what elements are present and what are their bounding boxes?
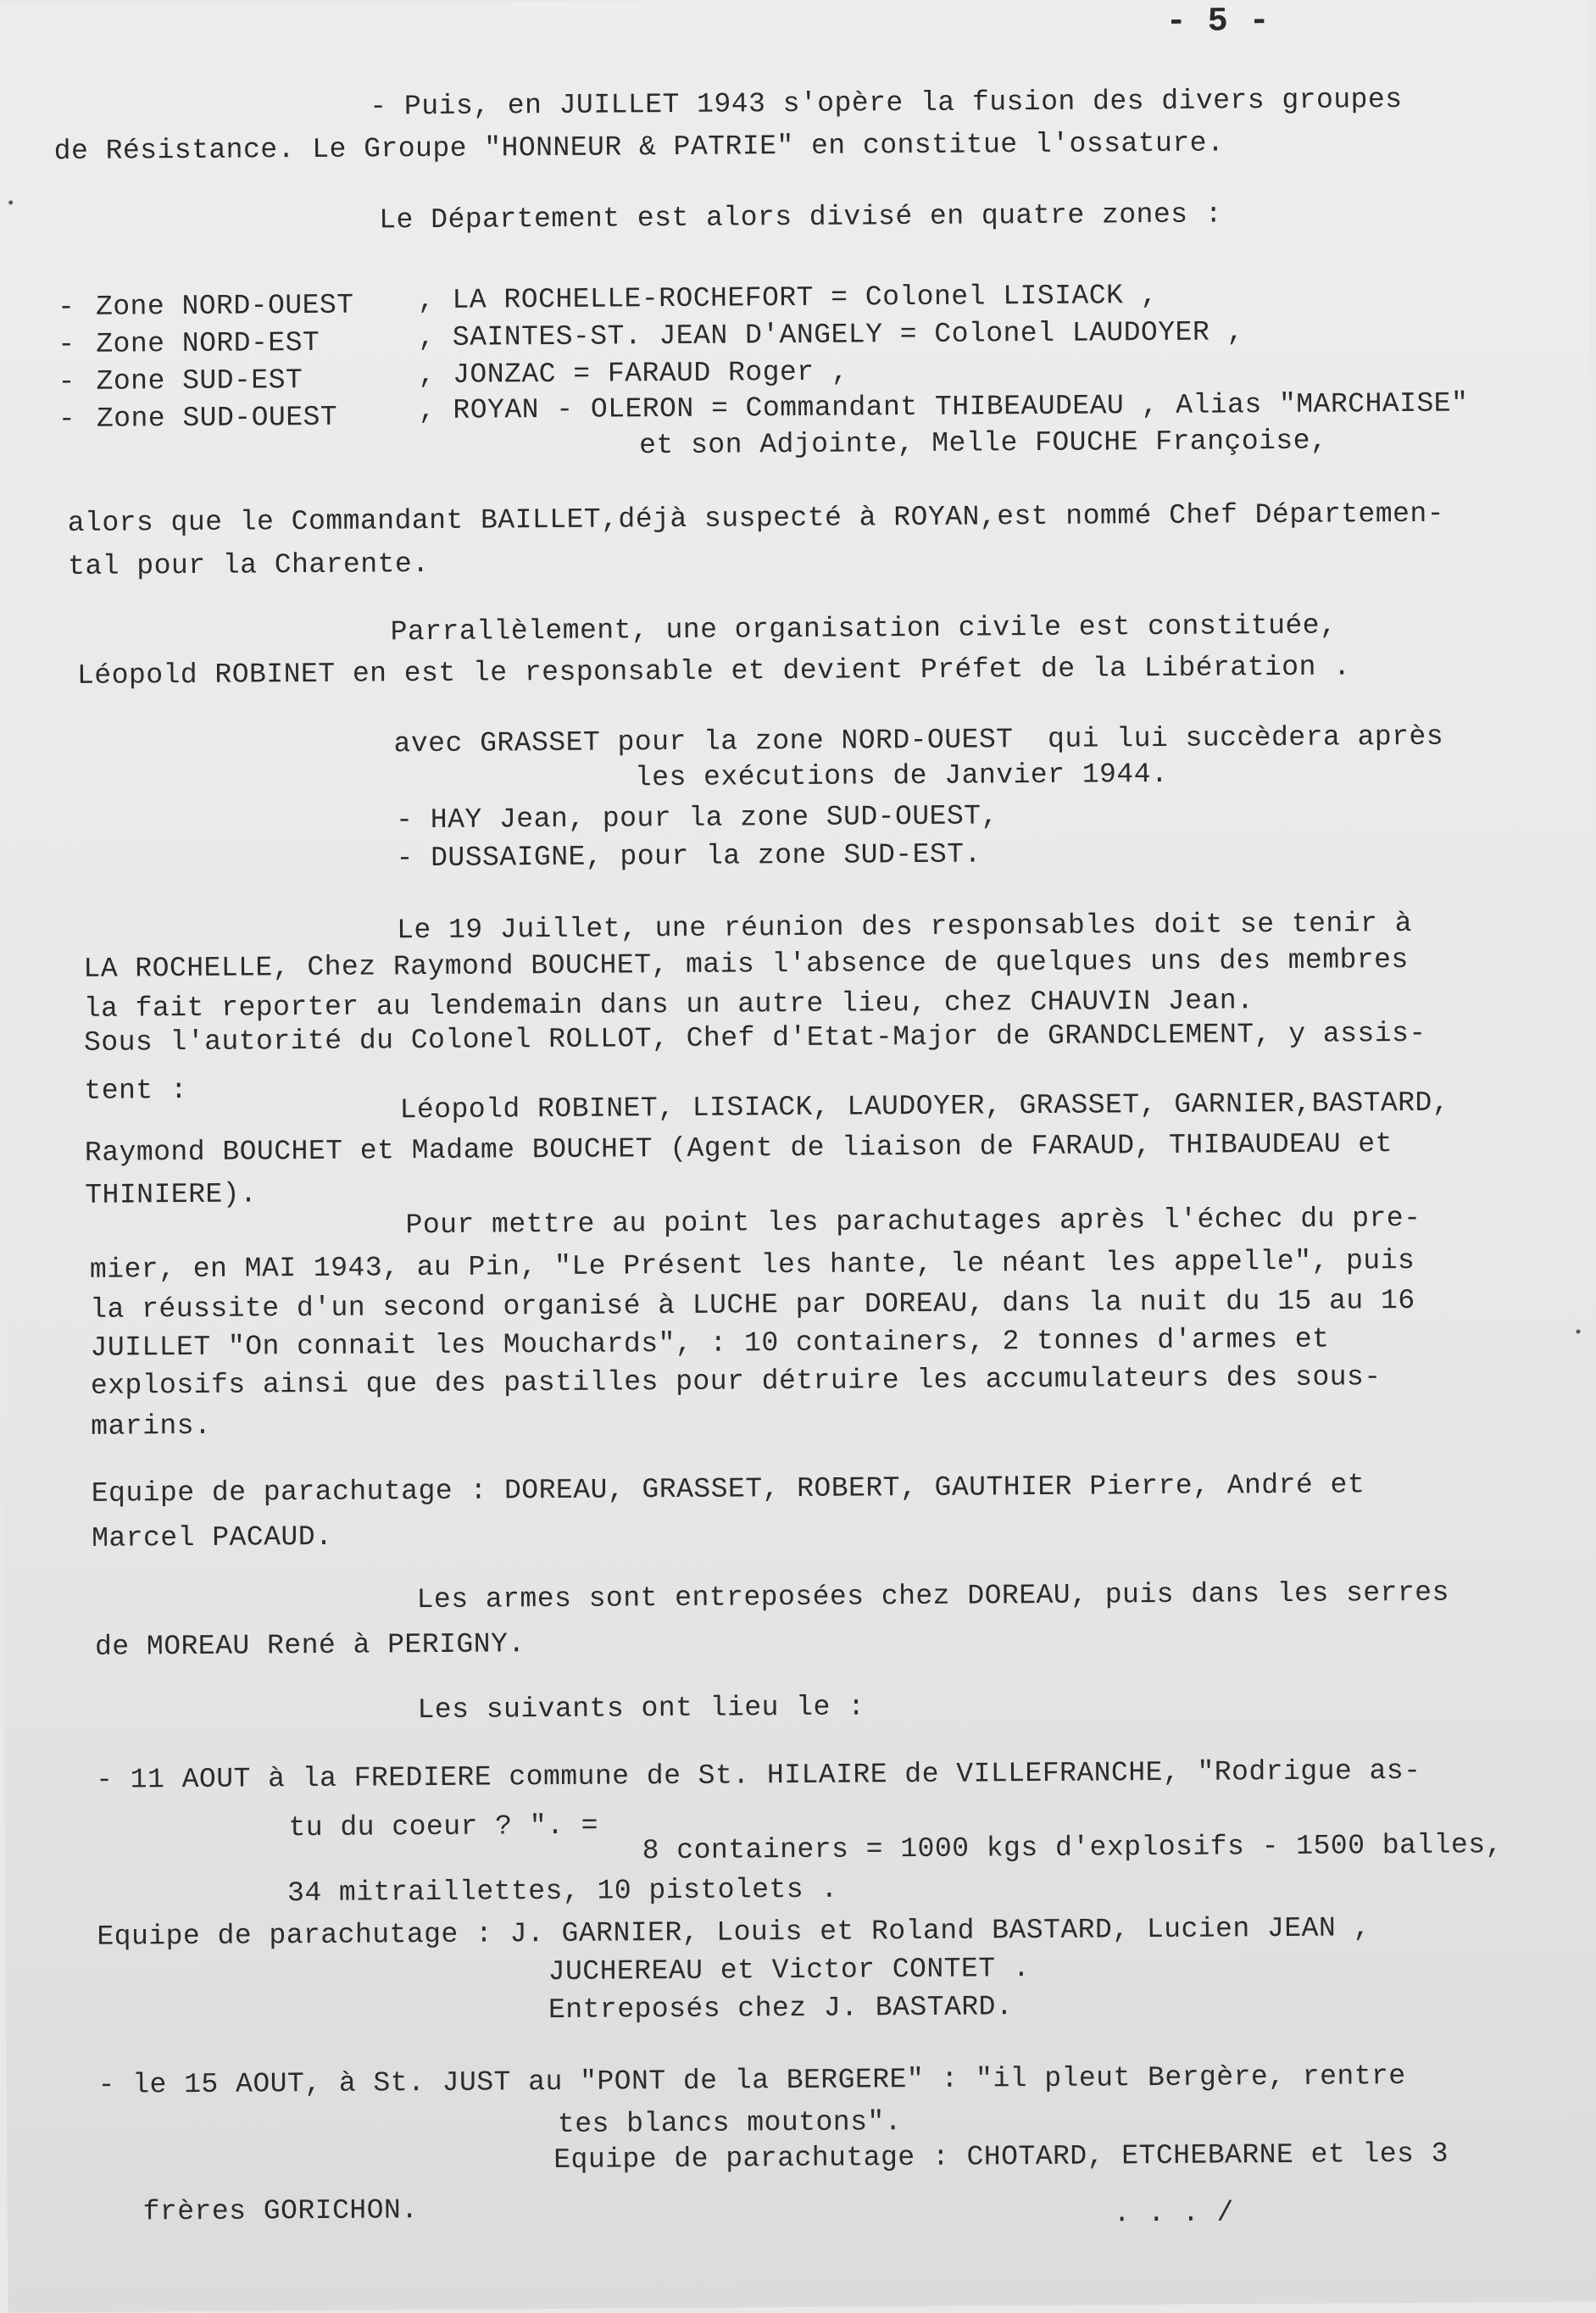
- aout11-line-3: 8 containers = 1000 kgs d'explosifs - 1500 balles,: [642, 1829, 1504, 1867]
- margin-dot: [1576, 1330, 1580, 1334]
- zone-name: Zone SUD-OUEST: [96, 401, 338, 435]
- aout11-line-2: tu du coeur ? ". =: [288, 1810, 599, 1844]
- zone-name: Zone NORD-OUEST: [95, 289, 354, 323]
- reunion-line-5: tent :: [84, 1075, 188, 1107]
- aout15-line-2: tes blancs moutons".: [557, 2106, 903, 2141]
- equipe1-line-1: Equipe de parachutage : DOREAU, GRASSET, ROBERT, GAUTHIER Pierre, André et: [91, 1469, 1365, 1510]
- parachutages-line-3: la réussite d'un second organisé à LUCHE par DOREAU, dans la nuit du 15 au 16: [90, 1284, 1415, 1326]
- grasset-line-3: - HAY Jean, pour la zone SUD-OUEST,: [396, 800, 998, 837]
- reunion-line-2: LA ROCHELLE, Chez Raymond BOUCHET, mais l'absence de quelques uns des membres: [83, 943, 1409, 985]
- reunion-line-4: Sous l'autorité du Colonel ROLLOT, Chef d'Etat-Major de GRANDCLEMENT, y assis-: [83, 1017, 1426, 1059]
- armes-line-2: de MOREAU René à PERIGNY.: [94, 1628, 526, 1663]
- reunion-line-1: Le 19 Juillet, une réunion des responsables doit se tenir à: [397, 907, 1413, 947]
- parachutages-line-2: mier, en MAI 1943, au Pin, "Le Présent les hante, le néant les appelle", puis: [89, 1244, 1415, 1286]
- parachutages-line-6: marins.: [91, 1409, 212, 1443]
- aout15-line-3: Equipe de parachutage : CHOTARD, ETCHEBARNE et les 3: [553, 2138, 1449, 2177]
- civil-line-2: Léopold ROBINET en est le responsable et devient Préfet de la Libération .: [76, 651, 1351, 692]
- zone-continuation: et son Adjointe, Melle FOUCHE Françoise,: [639, 425, 1328, 462]
- reunion-line-8: THINIERE).: [85, 1178, 258, 1211]
- parachutages-line-1: Pour mettre au point les parachutages après l'échec du pre-: [405, 1202, 1421, 1242]
- zone-dash: -: [57, 291, 75, 324]
- zone-dash: -: [58, 365, 76, 398]
- civil-line-1: Parrallèlement, une organisation civile est constituée,: [390, 609, 1337, 648]
- zone-dash: -: [58, 403, 76, 436]
- intro-line-1: - Puis, en JUILLET 1943 s'opère la fusion des divers groupes: [370, 83, 1403, 123]
- zone-dash: -: [58, 328, 75, 361]
- suivants-heading: Les suivants ont lieu le :: [417, 1691, 865, 1726]
- aout11-line-4: 34 mitraillettes, 10 pistolets .: [286, 1873, 838, 1910]
- aout11-line-6: JUCHEREAU et Victor CONTET .: [548, 1953, 1031, 1988]
- zone-name: Zone NORD-EST: [96, 326, 320, 360]
- baillet-line-2: tal pour la Charente.: [68, 548, 430, 582]
- zones-heading: Le Département est alors divisé en quatre zones :: [379, 198, 1223, 236]
- grasset-line-4: - DUSSAIGNE, pour la zone SUD-EST.: [396, 838, 982, 875]
- zone-detail: , SAINTES-ST. JEAN D'ANGELY = Colonel LAUDOYER ,: [418, 316, 1244, 354]
- aout15-line-4: frères GORICHON.: [142, 2194, 419, 2228]
- page-number: - 5 -: [1165, 3, 1271, 42]
- baillet-line-1: alors que le Commandant BAILLET,déjà suspecté à ROYAN,est nommé Chef Départemen-: [67, 498, 1445, 539]
- parachutages-line-5: explosifs ainsi que des pastilles pour détruire les accumulateurs des sous-: [90, 1361, 1382, 1402]
- equipe1-line-2: Marcel PACAUD.: [92, 1521, 333, 1554]
- aout11-line-1: - 11 AOUT à la FREDIERE commune de St. HILAIRE de VILLEFRANCHE, "Rodrigue as-: [96, 1754, 1421, 1796]
- margin-dot: [8, 200, 13, 204]
- reunion-line-3: la fait reporter au lendemain dans un autre lieu, chez CHAUVIN Jean.: [83, 985, 1254, 1025]
- parachutages-line-4: JUILLET "On connait les Mouchards", : 10 containers, 2 tonnes d'armes et: [90, 1323, 1330, 1364]
- grasset-line-2: les exécutions de Janvier 1944.: [634, 758, 1169, 794]
- armes-line-1: Les armes sont entreposées chez DOREAU, puis dans les serres: [416, 1576, 1449, 1616]
- zone-detail: , LA ROCHELLE-ROCHEFORT = Colonel LISIACK ,: [417, 280, 1159, 317]
- reunion-line-6: Léopold ROBINET, LISIACK, LAUDOYER, GRASSET, GARNIER,BASTARD,: [399, 1087, 1450, 1126]
- zone-detail: , JONZAC = FARAUD Roger ,: [418, 356, 849, 392]
- zone-name: Zone SUD-EST: [96, 364, 303, 398]
- continued-mark: . . . /: [1113, 2197, 1234, 2230]
- grasset-line-1: avec GRASSET pour la zone NORD-OUEST qui lui succèdera après: [393, 720, 1444, 760]
- aout11-line-5: Equipe de parachutage : J. GARNIER, Louis et Roland BASTARD, Lucien JEAN ,: [97, 1912, 1371, 1953]
- aout11-line-7: Entreposés chez J. BASTARD.: [548, 1991, 1014, 2027]
- intro-line-2: de Résistance. Le Groupe "HONNEUR & PATRIE" en constitue l'ossature.: [53, 127, 1225, 168]
- zone-detail: , ROYAN - OLERON = Commandant THIBEAUDEAU , Alias "MARCHAISE": [418, 387, 1469, 427]
- reunion-line-7: Raymond BOUCHET et Madame BOUCHET (Agent de liaison de FARAUD, THIBAUDEAU et: [84, 1128, 1393, 1169]
- aout15-line-1: - le 15 AOUT, à St. JUST au "PONT de la BERGERE" : "il pleut Bergère, rentre: [97, 2060, 1406, 2101]
